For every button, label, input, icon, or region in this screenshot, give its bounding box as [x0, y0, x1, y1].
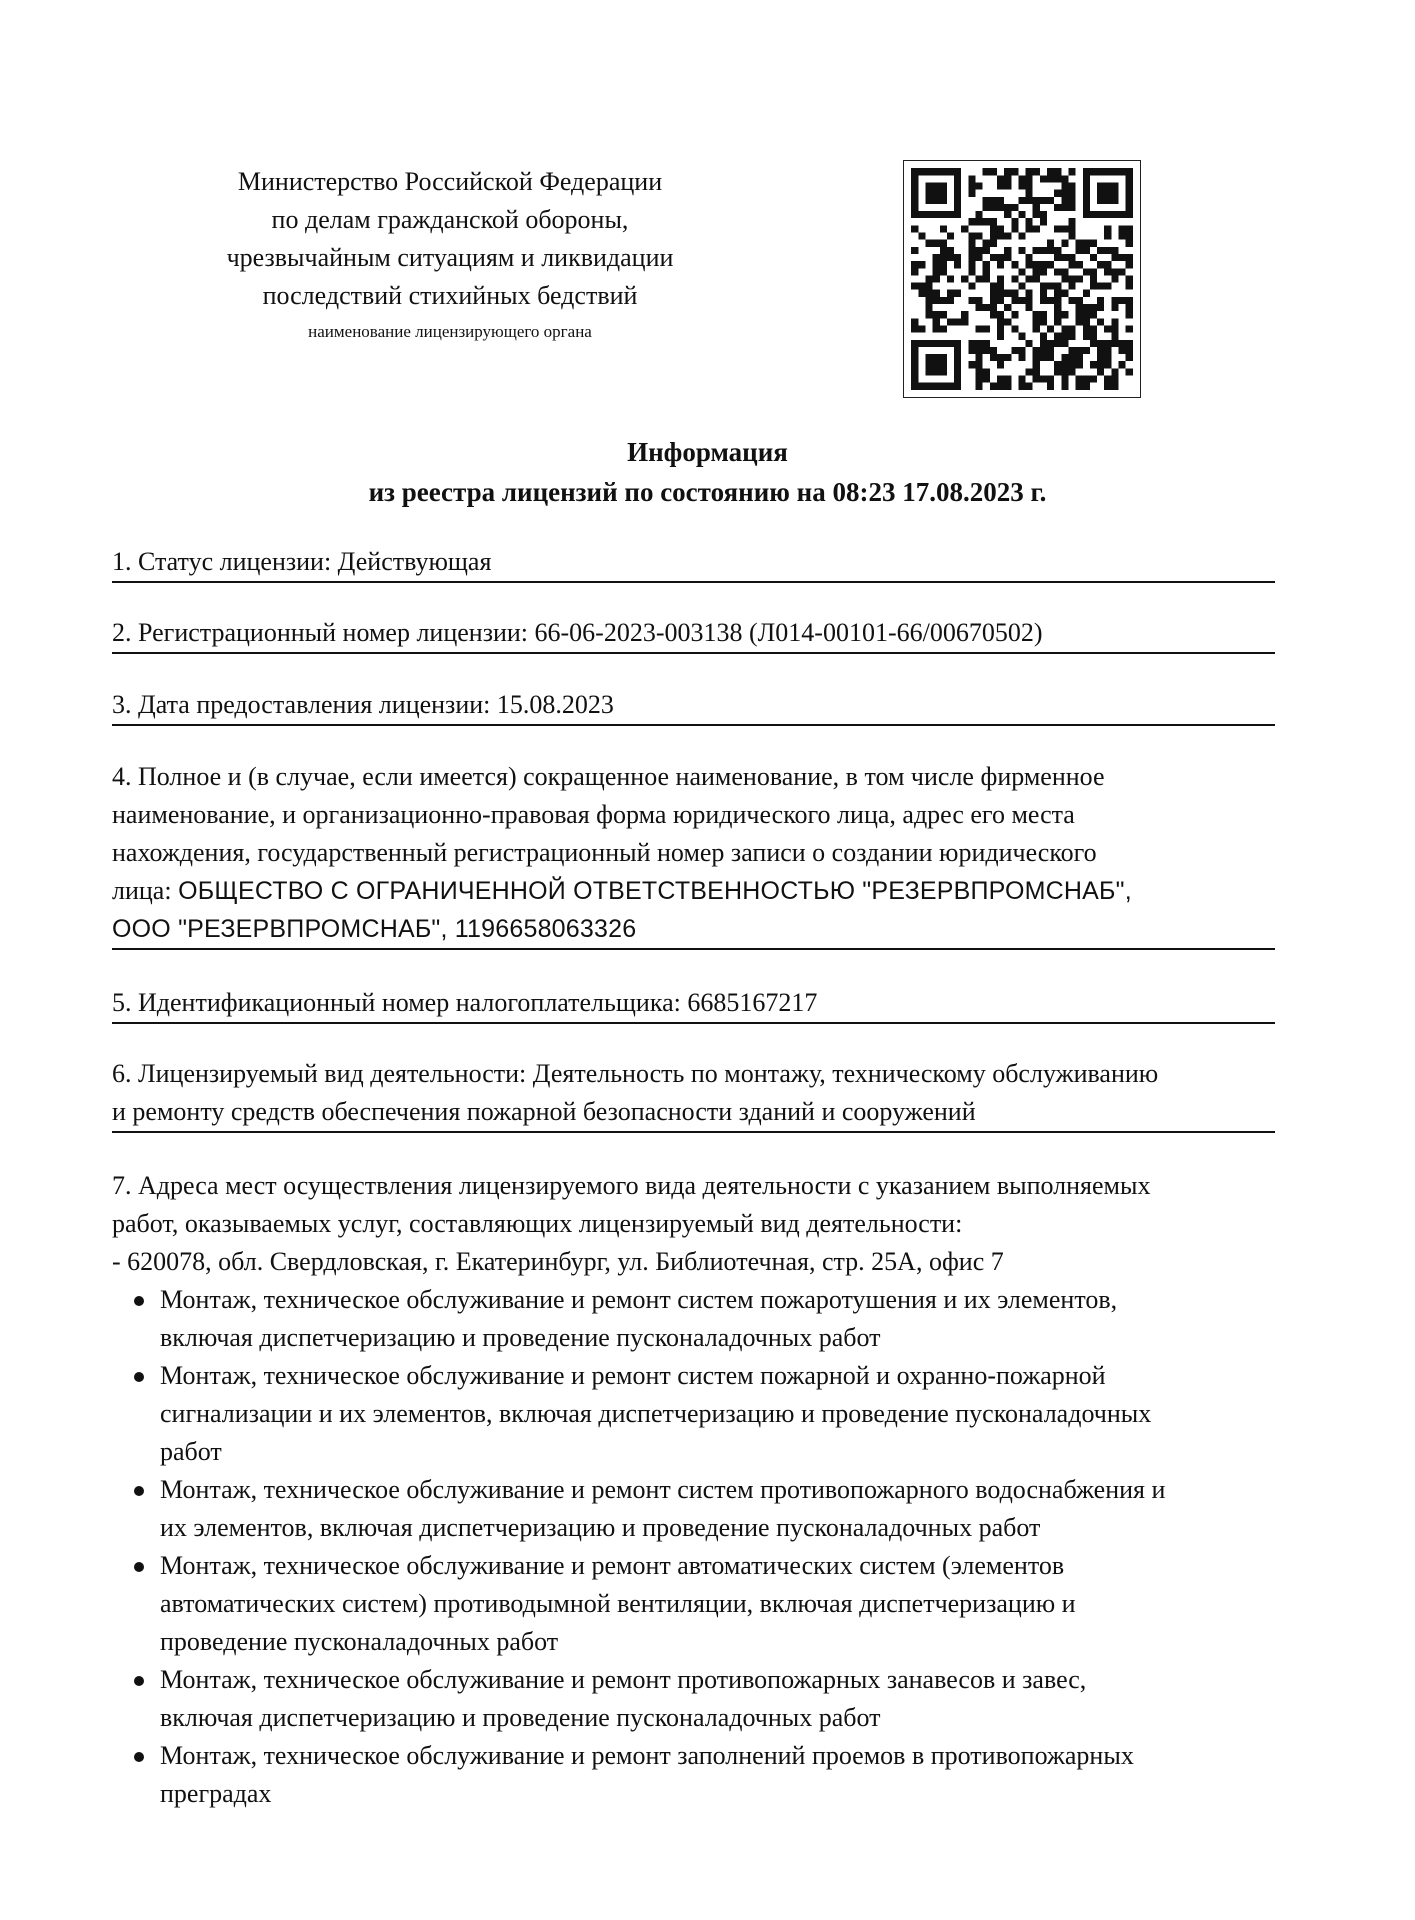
org-name-label-line: нахождения, государственный регистрационный номер записи о создании юридического: [112, 838, 1097, 867]
field-inn: [112, 984, 1275, 1024]
field-addresses: [112, 1167, 1332, 1813]
org-name-label-line: 4. Полное и (в случае, если имеется) сокращенное наименование, в том числе фирменное: [112, 762, 1105, 791]
authority-line: последствий стихийных бедствий: [262, 281, 638, 310]
list-item-line: Монтаж, техническое обслуживание и ремонт систем противопожарного водоснабжения и: [160, 1475, 1166, 1504]
authority-line: по делам гражданской обороны,: [271, 205, 629, 234]
list-item-line: Монтаж, техническое обслуживание и ремонт противопожарных занавесов и завес,: [160, 1665, 1087, 1694]
addresses-label-line-1: 7. Адреса мест осуществления лицензируемого вида деятельности с указанием выполняемых: [112, 1171, 1151, 1200]
license-date: 3. Дата предоставления лицензии: 15.08.2023: [112, 686, 1275, 726]
title-line-2: из реестра лицензий по состоянию на 08:23 17.08.2023 г.: [368, 477, 1047, 507]
title-line-1: Информация: [627, 437, 788, 467]
list-item: [112, 1281, 1332, 1357]
list-item-line: включая диспетчеризацию и проведение пусконаладочных работ: [160, 1323, 881, 1352]
list-item-line: преградах: [160, 1779, 272, 1808]
list-item: [112, 1357, 1332, 1471]
list-item: [112, 1547, 1332, 1661]
org-name-label-line: наименование, и организационно-правовая форма юридического лица, адрес его места: [112, 800, 1075, 829]
org-name-line: [112, 872, 1275, 910]
license-status: 1. Статус лицензии: Действующая: [112, 543, 1275, 583]
org-full-name: ОБЩЕСТВО С ОГРАНИЧЕННОЙ ОТВЕТСТВЕННОСТЬЮ "РЕЗЕРВПРОМСНАБ",: [178, 877, 1132, 905]
list-item: [112, 1471, 1332, 1547]
works-list: [112, 1281, 1332, 1813]
licensing-authority: [140, 163, 760, 345]
qr-code: [903, 160, 1141, 398]
bullet-icon: [134, 1372, 144, 1382]
address: - 620078, обл. Свердловская, г. Екатеринбург, ул. Библиотечная, стр. 25А, офис 7: [112, 1247, 1004, 1276]
bullet-icon: [134, 1752, 144, 1762]
inn-value: 5. Идентификационный номер налогоплательщика: 6685167217: [112, 984, 1275, 1024]
bullet-icon: [134, 1562, 144, 1572]
list-item-line: сигнализации и их элементов, включая диспетчеризацию и проведение пусконаладочных: [160, 1399, 1152, 1428]
bullet-icon: [134, 1676, 144, 1686]
authority-line: Министерство Российской Федерации: [237, 167, 663, 196]
activity-line-1: 6. Лицензируемый вид деятельности: Деятельность по монтажу, техническому обслуживанию: [112, 1059, 1159, 1088]
list-item-line: работ: [160, 1437, 222, 1466]
org-short-name-ogrn: ООО "РЕЗЕРВПРОМСНАБ", 1196658063326: [112, 910, 1275, 950]
activity-line-2: и ремонту средств обеспечения пожарной безопасности зданий и сооружений: [112, 1093, 1275, 1133]
addresses-label-line-2: работ, оказываемых услуг, составляющих лицензируемый вид деятельности:: [112, 1209, 963, 1238]
authority-line: чрезвычайным ситуациям и ликвидации: [226, 243, 674, 272]
bullet-icon: [134, 1486, 144, 1496]
list-item-line: Монтаж, техническое обслуживание и ремонт заполнений проемов в противопожарных: [160, 1741, 1134, 1770]
field-status: [112, 543, 1275, 583]
list-item-line: их элементов, включая диспетчеризацию и проведение пусконаладочных работ: [160, 1513, 1041, 1542]
list-item: [112, 1661, 1332, 1737]
authority-caption: наименование лицензирующего органа: [308, 322, 592, 341]
field-org-name: [112, 758, 1275, 950]
bullet-icon: [134, 1296, 144, 1306]
org-name-prefix: лица:: [112, 876, 179, 905]
field-reg-number: [112, 614, 1275, 654]
list-item-line: Монтаж, техническое обслуживание и ремонт систем пожарной и охранно-пожарной: [160, 1361, 1106, 1390]
list-item-line: автоматических систем) противодымной вентиляции, включая диспетчеризацию и: [160, 1589, 1076, 1618]
field-date: [112, 686, 1275, 726]
document-title: [140, 432, 1275, 512]
list-item-line: Монтаж, техническое обслуживание и ремонт автоматических систем (элементов: [160, 1551, 1065, 1580]
qr-code-icon: [904, 161, 1140, 397]
list-item: [112, 1737, 1332, 1813]
list-item-line: Монтаж, техническое обслуживание и ремонт систем пожаротушения и их элементов,: [160, 1285, 1118, 1314]
license-reg-number: 2. Регистрационный номер лицензии: 66-06-2023-003138 (Л014-00101-66/00670502): [112, 614, 1275, 654]
list-item-line: проведение пусконаладочных работ: [160, 1627, 559, 1656]
field-activity: [112, 1055, 1332, 1133]
list-item-line: включая диспетчеризацию и проведение пусконаладочных работ: [160, 1703, 881, 1732]
